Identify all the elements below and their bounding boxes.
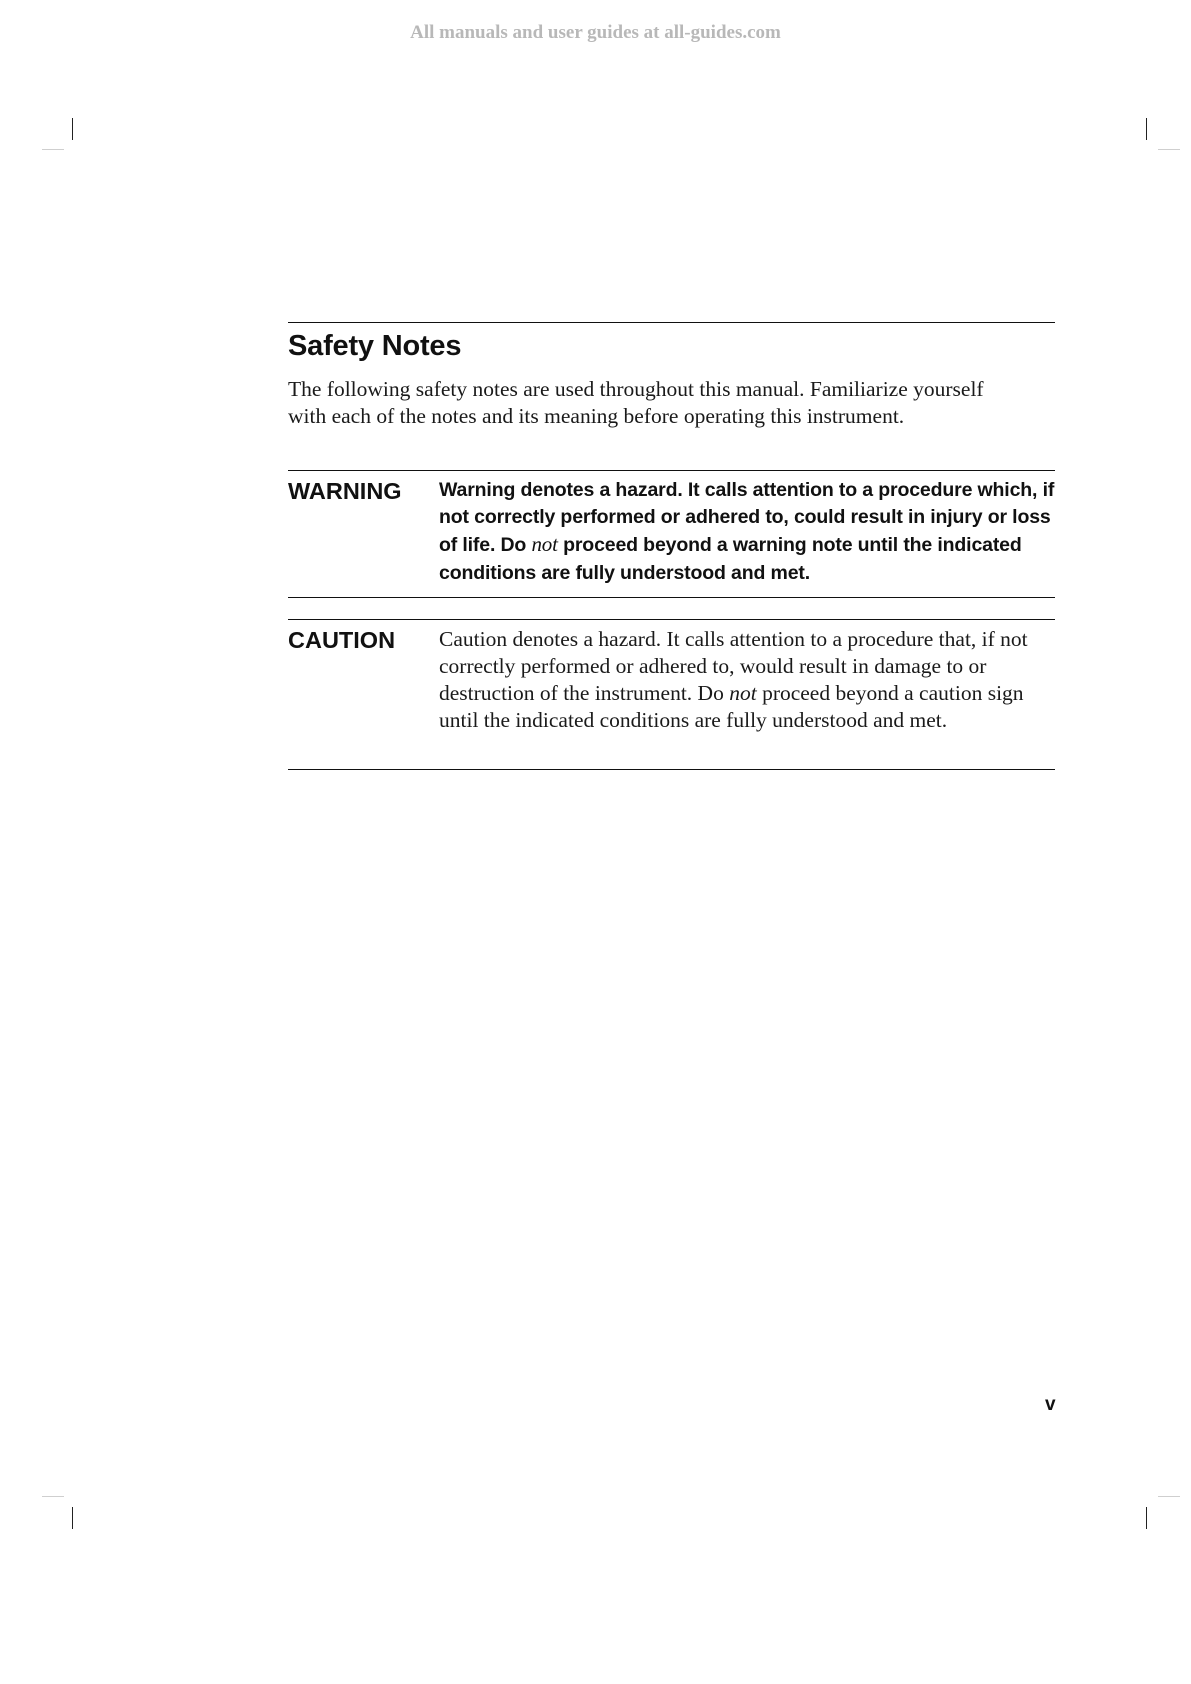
crop-tick-bottom-left [42, 1496, 64, 1497]
page-title: Safety Notes [288, 330, 462, 362]
warning-text-part-1: Warning denotes a hazard. It calls attention to a procedure which, if not correctly performed or adhered to, could result in injury or loss of life. Do [439, 479, 1055, 557]
page-number: v [1045, 1394, 1056, 1415]
crop-mark-bottom-right [1146, 1507, 1147, 1529]
crop-mark-top-left [72, 118, 73, 140]
caution-text-part-1: Caution denotes a hazard. It calls attention to a procedure that, if not correctly performed or adhered to, would result in damage to or destruction of the instrument. Do [439, 627, 1028, 705]
warning-label: WARNING [288, 478, 402, 504]
caution-top-rule [288, 619, 1055, 620]
watermark-text: All manuals and user guides at all-guides.com [410, 22, 781, 43]
caution-text [439, 626, 1055, 734]
crop-tick-bottom-right [1158, 1496, 1180, 1497]
crop-tick-top-right [1158, 149, 1180, 150]
warning-text [439, 477, 1055, 587]
warning-bottom-rule [288, 597, 1055, 598]
crop-mark-bottom-left [72, 1507, 73, 1529]
caution-label: CAUTION [288, 627, 396, 653]
warning-emphasis: not [531, 532, 558, 557]
warning-text-part-2: proceed beyond a warning note until the indicated conditions are fully understood and met. [439, 534, 1022, 584]
warning-top-rule [288, 470, 1055, 471]
intro-paragraph: The following safety notes are used throughout this manual. Familiarize yourself with each of the notes and its meaning before operating this instrument. [288, 377, 984, 428]
caution-bottom-rule [288, 769, 1055, 770]
caution-emphasis: not [729, 681, 757, 705]
section-top-rule [288, 322, 1055, 323]
crop-tick-top-left [42, 149, 64, 150]
caution-text-part-2: proceed beyond a caution sign until the indicated conditions are fully understood and met. [439, 681, 1024, 732]
crop-mark-top-right [1146, 118, 1147, 140]
